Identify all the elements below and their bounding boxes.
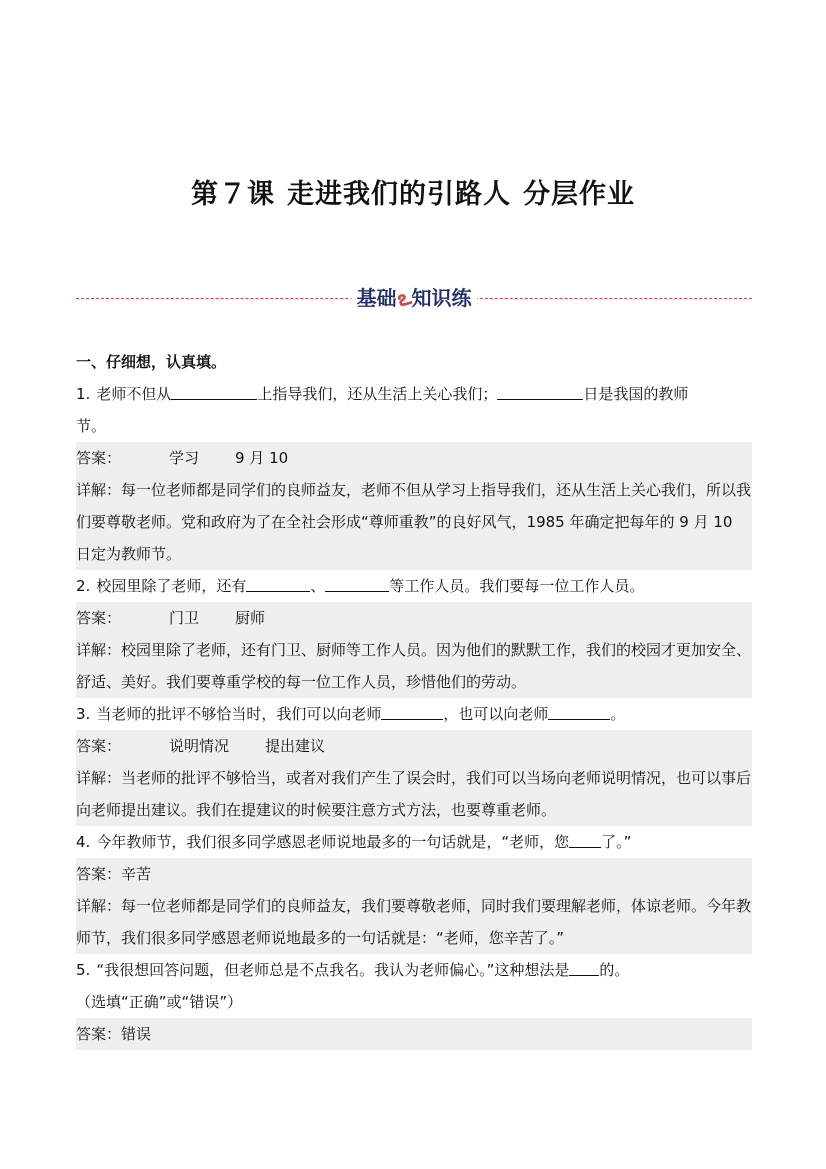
- question-text: ，也可以向老师: [443, 705, 549, 723]
- question-number: 1.: [76, 385, 91, 403]
- question-text: 、: [310, 577, 326, 595]
- question-text: 当老师的批评不够恰当时，我们可以向老师: [96, 705, 382, 723]
- page-title: [0, 172, 826, 211]
- question-number: 3.: [76, 705, 91, 723]
- explanation-text: 详解：每一位老师都是同学们的良师益友，我们要尊敬老师，同时我们要理解老师，体谅老师。今年教师节，我们很多同学感恩老师说地最多的一句话就是：“老师，您辛苦了。”: [76, 897, 752, 947]
- answer-label: 答案：: [76, 737, 122, 755]
- explanation-text: 详解：校园里除了老师，还有门卫、厨师等工作人员。因为他们的默默工作，我们的校园才更加安全、舒适、美好。我们要尊重学校的每一位工作人员，珍惜他们的劳动。: [76, 641, 752, 691]
- question-text: 老师不但从: [96, 385, 172, 403]
- question-text: 上指导我们，还从生活上关心我们；: [257, 385, 498, 403]
- answer-text: 答案：辛苦: [76, 865, 152, 883]
- section-banner: [76, 283, 752, 315]
- title-lesson: 第７课: [191, 179, 275, 210]
- section-heading: 一、仔细想，认真填。: [76, 353, 227, 371]
- question-1: [76, 378, 752, 442]
- answer-blank: [497, 383, 583, 400]
- answer-block-2: [76, 602, 752, 698]
- question-2: [76, 570, 752, 602]
- title-name: 走进我们的引路人: [287, 179, 511, 210]
- answer-value: 9 月 10: [235, 449, 289, 467]
- banner-right-text: 知识练: [411, 286, 472, 310]
- question-text: 了。”: [601, 833, 632, 851]
- question-4: [76, 826, 752, 858]
- question-text: 今年教师节，我们很多同学感恩老师说地最多的一句话就是，“老师，您: [96, 833, 570, 851]
- answer-block-4: [76, 858, 752, 954]
- answer-blank: [246, 575, 310, 592]
- answer-blank: [381, 703, 443, 720]
- question-text: 等工作人员。我们要每一位工作人员。: [389, 577, 645, 595]
- answer-block-1: [76, 442, 752, 570]
- question-number: 4.: [76, 833, 91, 851]
- explanation-text: 详解：当老师的批评不够恰当，或者对我们产生了误会时，我们可以当场向老师说明情况，也可以事后向老师提出建议。我们在提建议的时候要注意方式方法，也要尊重老师。: [76, 769, 752, 819]
- question-text: 校园里除了老师，还有: [96, 577, 247, 595]
- answer-label: 答案：: [76, 609, 122, 627]
- answer-value: 学习: [169, 449, 200, 467]
- link-swirl-icon: ఽ: [394, 284, 414, 313]
- question-3: [76, 698, 752, 730]
- answer-text: 答案：错误: [76, 1025, 152, 1043]
- question-number: 5.: [76, 961, 91, 979]
- answer-value: 厨师: [235, 609, 266, 627]
- answer-value: 说明情况: [169, 737, 230, 755]
- answer-label: 答案：: [76, 449, 122, 467]
- answer-value: 门卫: [169, 609, 200, 627]
- question-text: 节。: [76, 417, 107, 435]
- question-text: “我很想回答问题，但老师总是不点我名。我认为老师偏心。”这种想法是: [96, 961, 570, 979]
- answer-blank: [171, 383, 257, 400]
- answer-value: 提出建议: [265, 737, 326, 755]
- title-suffix: 分层作业: [523, 179, 635, 210]
- question-text: 的。: [599, 961, 630, 979]
- answer-blank: [325, 575, 389, 592]
- question-text: 日是我国的教师: [583, 385, 689, 403]
- answer-blank: [569, 831, 601, 848]
- answer-block-3: [76, 730, 752, 826]
- answer-blank: [548, 703, 610, 720]
- question-text: 。: [610, 705, 626, 723]
- answer-block-5: [76, 1018, 752, 1050]
- banner-label: [351, 283, 478, 314]
- explanation-text: 详解：每一位老师都是同学们的良师益友，老师不但从学习上指导我们，还从生活上关心我们，所以我们要尊敬老师。党和政府为了在全社会形成“尊师重教”的良好风气，1985 年确定把每年的 9 月 10 日定为教师节。: [76, 481, 752, 563]
- exercise-content: [76, 346, 752, 1050]
- question-5: [76, 954, 752, 1018]
- question-hint: （选填“正确”或“错误”）: [76, 993, 243, 1011]
- answer-blank: [569, 959, 599, 976]
- question-number: 2.: [76, 577, 91, 595]
- banner-left-text: 基础: [356, 286, 397, 310]
